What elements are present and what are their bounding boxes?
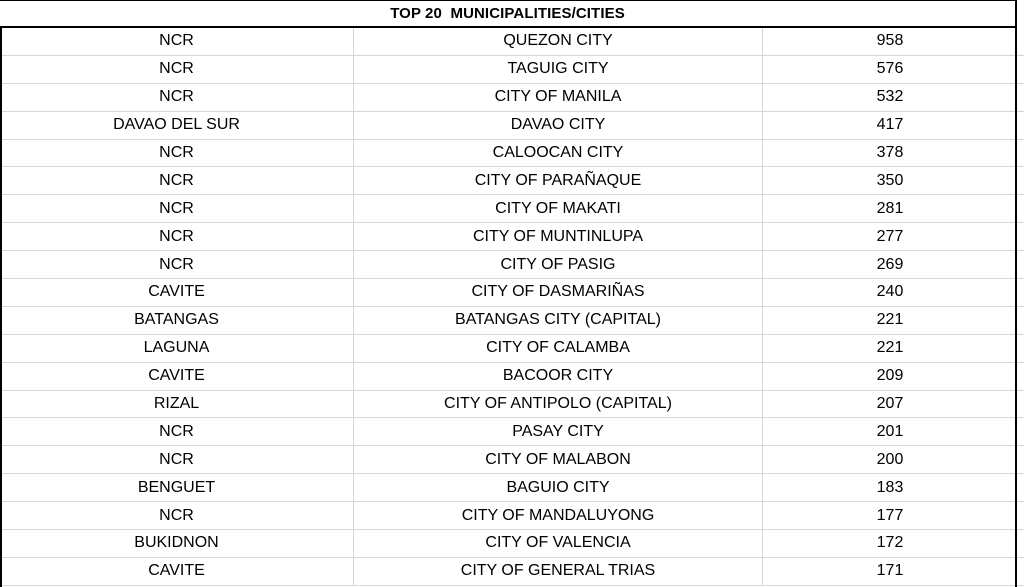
- city-cell[interactable]: CITY OF VALENCIA: [354, 530, 763, 557]
- table-row: [0, 474, 1024, 502]
- count-cell[interactable]: 417: [876, 116, 904, 134]
- region-cell[interactable]: NCR: [0, 502, 354, 529]
- table-title: TOP 20 MUNICIPALITIES/CITIES: [390, 5, 625, 22]
- count-cell[interactable]: 576: [876, 60, 904, 78]
- table-row: [0, 391, 1024, 419]
- table-body: [0, 28, 1024, 586]
- table-row: [0, 195, 1024, 223]
- city-cell[interactable]: CITY OF MUNTINLUPA: [354, 223, 763, 250]
- table-row: [0, 112, 1024, 140]
- count-cell[interactable]: 172: [876, 534, 904, 552]
- count-cell[interactable]: 532: [876, 88, 904, 106]
- count-cell[interactable]: 378: [876, 144, 904, 161]
- city-cell[interactable]: CITY OF DASMARIÑAS: [354, 279, 763, 306]
- city-cell[interactable]: BAGUIO CITY: [354, 474, 763, 501]
- region-cell[interactable]: BATANGAS: [0, 307, 354, 334]
- table-row: [0, 251, 1024, 279]
- table-row: [0, 558, 1024, 586]
- region-cell[interactable]: CAVITE: [0, 363, 354, 390]
- city-cell[interactable]: TAGUIG CITY: [354, 56, 763, 83]
- count-cell[interactable]: 350: [876, 171, 904, 189]
- count-cell[interactable]: 200: [876, 450, 904, 468]
- region-cell[interactable]: CAVITE: [0, 558, 354, 585]
- region-cell[interactable]: NCR: [0, 446, 354, 473]
- table-right-border: [1015, 28, 1017, 587]
- region-cell[interactable]: CAVITE: [0, 279, 354, 306]
- table-title-cell[interactable]: [0, 0, 1017, 28]
- table-left-border: [0, 28, 2, 587]
- count-cell[interactable]: 240: [876, 283, 904, 301]
- region-cell[interactable]: BENGUET: [0, 474, 354, 501]
- count-cell[interactable]: 177: [876, 506, 904, 524]
- table-row: [0, 167, 1024, 195]
- region-cell[interactable]: NCR: [0, 140, 354, 167]
- table-row: [0, 56, 1024, 84]
- region-cell[interactable]: RIZAL: [0, 391, 354, 418]
- count-cell[interactable]: 201: [876, 422, 904, 440]
- city-cell[interactable]: CITY OF PARAÑAQUE: [354, 167, 763, 194]
- table-row: [0, 418, 1024, 446]
- city-cell[interactable]: CITY OF MALABON: [354, 446, 763, 473]
- region-cell[interactable]: LAGUNA: [0, 335, 354, 362]
- city-cell[interactable]: QUEZON CITY: [354, 28, 763, 55]
- table-row: [0, 530, 1024, 558]
- count-cell[interactable]: 183: [876, 478, 904, 496]
- city-cell[interactable]: CITY OF GENERAL TRIAS: [354, 558, 763, 585]
- city-cell[interactable]: BACOOR CITY: [354, 363, 763, 390]
- count-cell[interactable]: 281: [876, 199, 904, 217]
- region-cell[interactable]: NCR: [0, 167, 354, 194]
- region-cell[interactable]: NCR: [0, 84, 354, 111]
- region-cell[interactable]: NCR: [0, 223, 354, 250]
- count-cell[interactable]: 209: [876, 367, 904, 385]
- count-cell[interactable]: 269: [876, 255, 904, 273]
- city-cell[interactable]: PASAY CITY: [354, 418, 763, 445]
- table-row: [0, 140, 1024, 168]
- city-cell[interactable]: CITY OF MANILA: [354, 84, 763, 111]
- region-cell[interactable]: NCR: [0, 418, 354, 445]
- region-cell[interactable]: NCR: [0, 28, 354, 55]
- city-cell[interactable]: CITY OF MAKATI: [354, 195, 763, 222]
- city-cell[interactable]: CITY OF PASIG: [354, 251, 763, 278]
- table-row: [0, 335, 1024, 363]
- region-cell[interactable]: NCR: [0, 251, 354, 278]
- city-cell[interactable]: CALOOCAN CITY: [354, 140, 763, 167]
- count-cell[interactable]: 958: [876, 32, 904, 50]
- table-row: [0, 363, 1024, 391]
- table-row: [0, 84, 1024, 112]
- region-cell[interactable]: BUKIDNON: [0, 530, 354, 557]
- region-cell[interactable]: NCR: [0, 195, 354, 222]
- count-cell[interactable]: 171: [876, 562, 904, 580]
- count-cell[interactable]: 207: [876, 395, 904, 413]
- table-row: [0, 446, 1024, 474]
- table-row: [0, 223, 1024, 251]
- city-cell[interactable]: DAVAO CITY: [354, 112, 763, 139]
- table-row: [0, 279, 1024, 307]
- table-row: [0, 307, 1024, 335]
- city-cell[interactable]: CITY OF CALAMBA: [354, 335, 763, 362]
- region-cell[interactable]: NCR: [0, 56, 354, 83]
- table-row: [0, 502, 1024, 530]
- region-cell[interactable]: DAVAO DEL SUR: [0, 112, 354, 139]
- count-cell[interactable]: 277: [876, 227, 904, 245]
- city-cell[interactable]: BATANGAS CITY (CAPITAL): [354, 307, 763, 334]
- city-cell[interactable]: CITY OF MANDALUYONG: [354, 502, 763, 529]
- table-row: [0, 28, 1024, 56]
- city-cell[interactable]: CITY OF ANTIPOLO (CAPITAL): [354, 391, 763, 418]
- count-cell[interactable]: 221: [876, 311, 904, 329]
- count-cell[interactable]: 221: [876, 339, 904, 357]
